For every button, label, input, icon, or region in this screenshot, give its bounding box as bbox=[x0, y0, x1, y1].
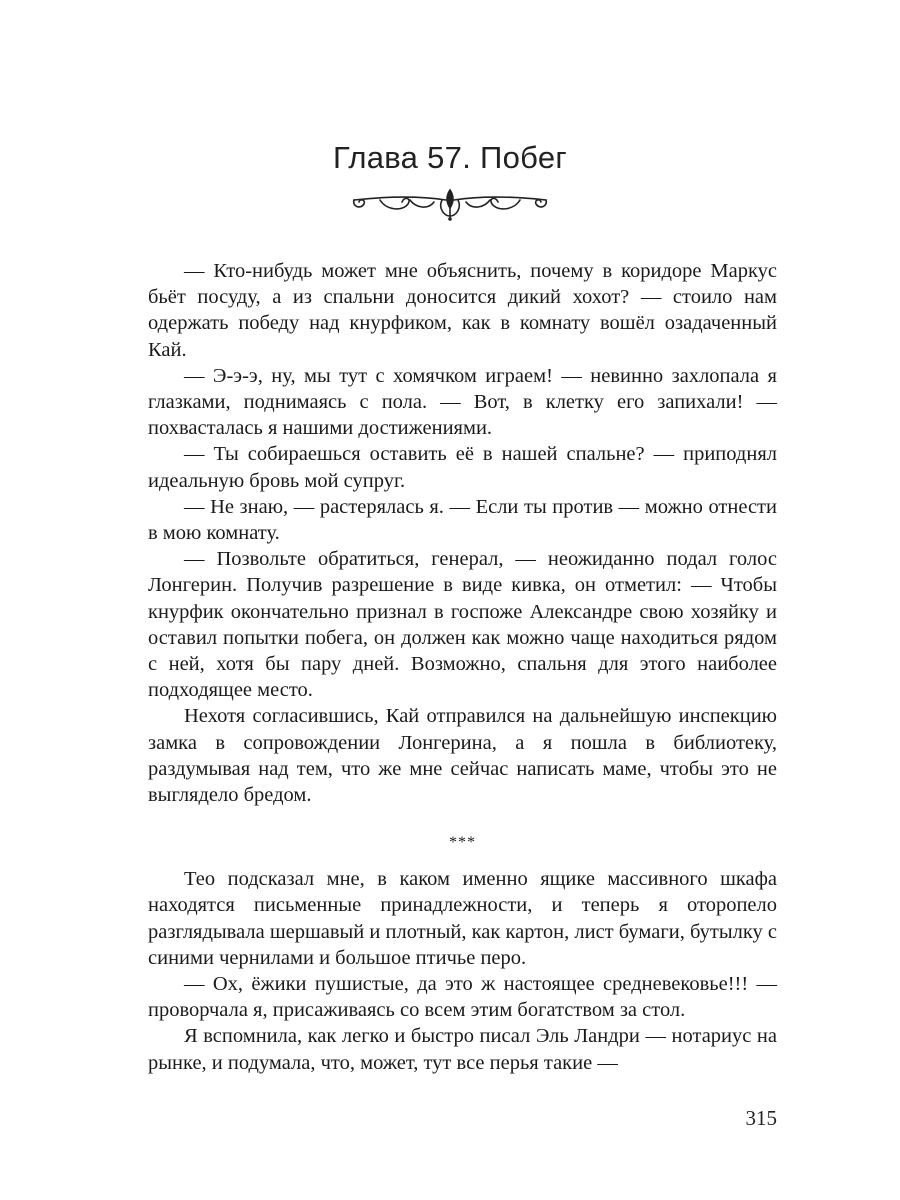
paragraph: — Кто-нибудь может мне объяснить, почему в коридоре Маркус бьёт посуду, а из спальни доносится дикий хохот? — стоило нам одержать победу над кнурфиком, как в комнату вошёл озадаченный Кай. bbox=[148, 260, 777, 361]
paragraph: — Э-э-э, ну, мы тут с хомячком играем! — невинно захлопала я глазками, поднимаясь с пола. — Вот, в клетку его запихали! — похвасталась я нашими достижениями. bbox=[148, 364, 777, 440]
page-number: 315 bbox=[745, 1106, 777, 1130]
paragraph: Я вспомнила, как легко и быстро писал Эль Ландри — нотариус на рынке, и подумала, что, может, тут все перья такие — bbox=[148, 1025, 777, 1074]
paragraph: — Ох, ёжики пушистые, да это ж настоящее средневековье!!! — проворчала я, присаживаясь со всем этим богатством за стол. bbox=[148, 973, 777, 1022]
paragraph: Тео подсказал мне, в каком именно ящике массивного шкафа находятся письменные принадлежности, и теперь я оторопело разглядывала шершавый и плотный, как картон, лист бумаги, бутылку с синими чернилами и большое птичье перо. bbox=[148, 868, 777, 969]
paragraph: Нехотя согласившись, Кай отправился на дальнейшую инспекцию замка в сопровождении Лонгерина, а я пошла в библиотеку, раздумывая над тем, что же мне сейчас написать маме, чтобы это не выглядело бредом. bbox=[148, 705, 777, 807]
paragraph: — Не знаю, — растерялась я. — Если ты против — можно отнести в мою комнату. bbox=[148, 495, 777, 545]
flourish-ornament-icon bbox=[350, 186, 550, 222]
body-text bbox=[148, 258, 777, 1076]
section-separator: *** bbox=[449, 834, 476, 852]
paragraph: — Ты собираешься оставить её в нашей спальне? — приподнял идеальную бровь мой супруг. bbox=[148, 443, 777, 492]
paragraph: — Позвольте обратиться, генерал, — неожиданно подал голос Лонгерин. Получив разрешение в виде кивка, он отметил: — Чтобы кнурфик окончательно признал в госпоже Александре свою хозяйку и оставил попытки побега, он должен как можно чаще находиться рядом с ней, хотя бы пару дней. Возможно, спальня для этого наиболее подходящее место. bbox=[148, 548, 777, 702]
chapter-title: Глава 57. Побег bbox=[332, 140, 568, 175]
